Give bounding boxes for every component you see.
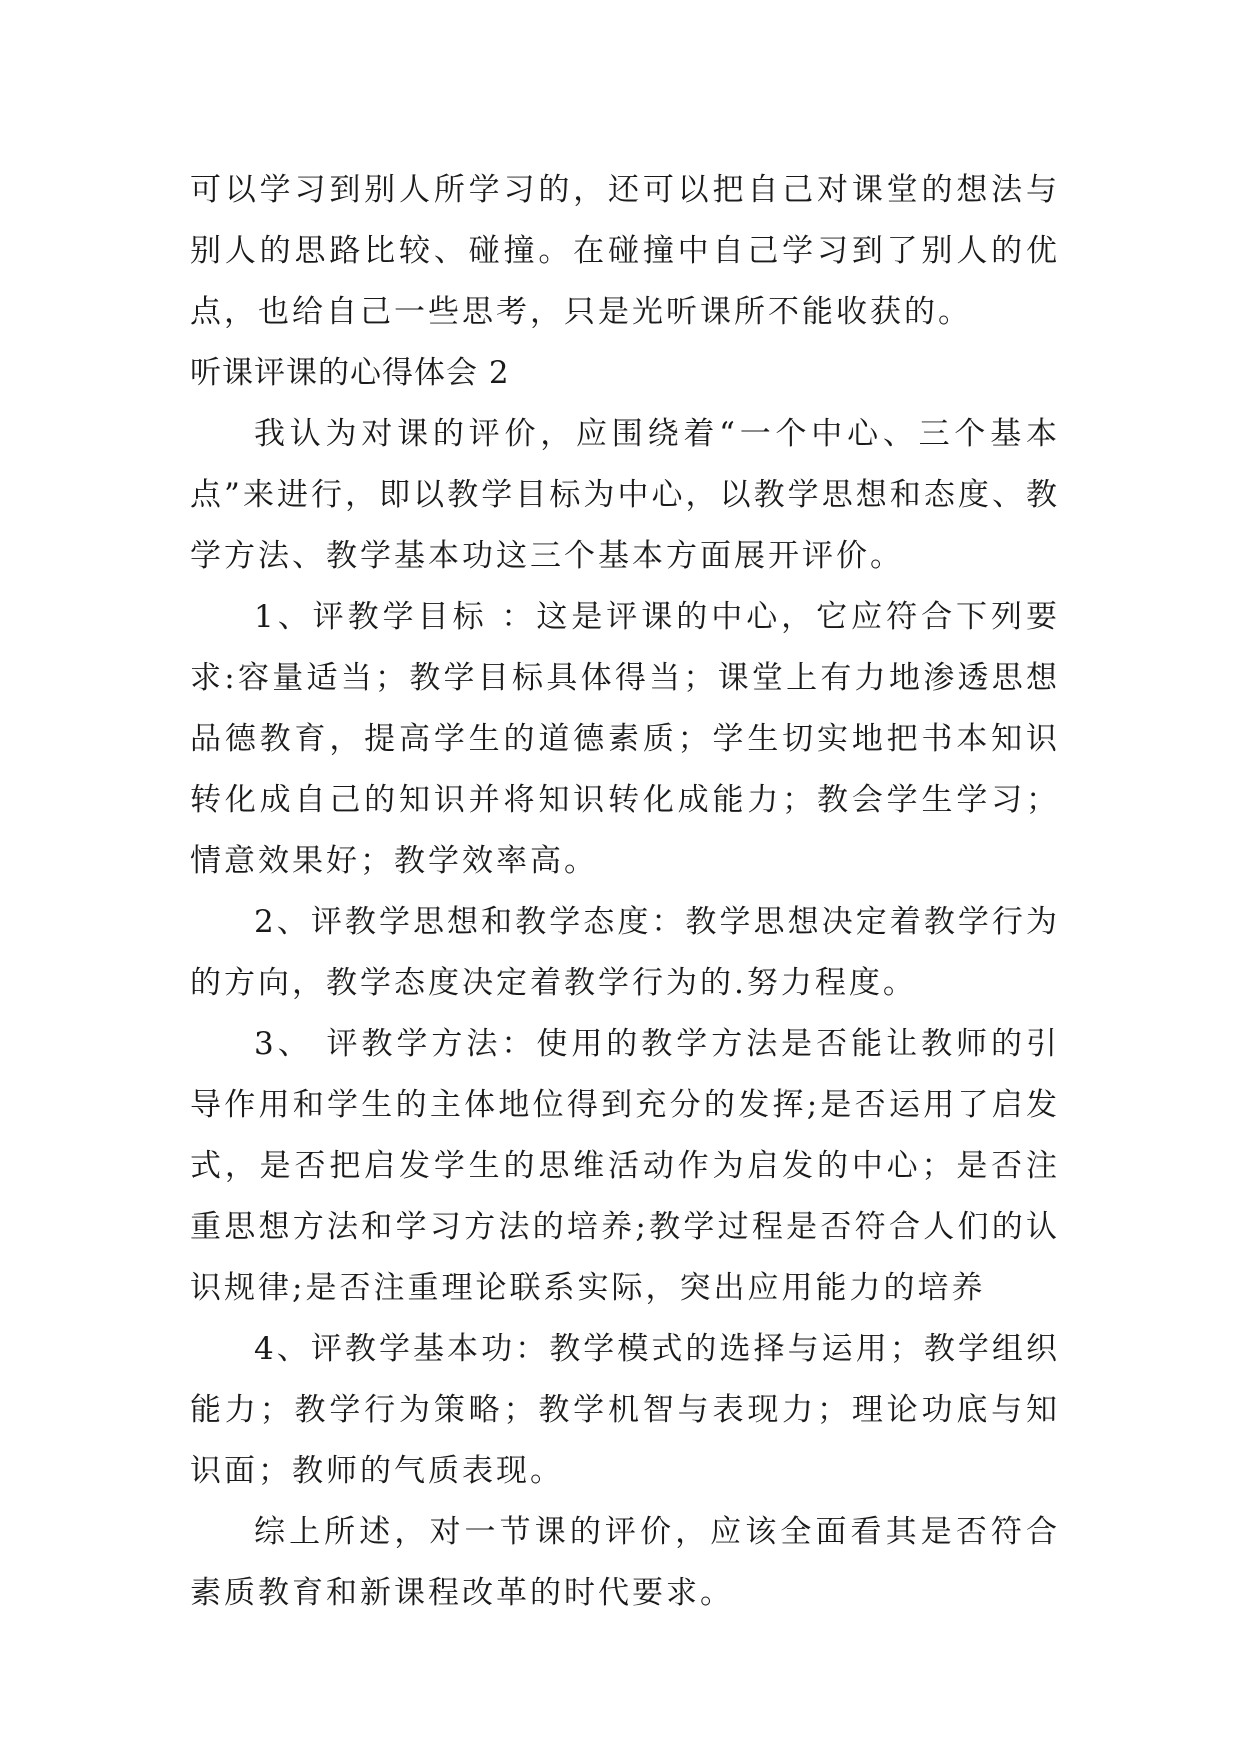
section-title: 听课评课的心得体会 2 bbox=[190, 355, 510, 391]
body-paragraph: 综上所述，对一节课的评价，应该全面看其是否符合素质教育和新课程改革的时代要求。 bbox=[190, 1514, 1060, 1611]
document-body bbox=[190, 160, 1060, 1624]
continuation-paragraph: 可以学习到别人所学习的，还可以把自己对课堂的想法与别人的思路比较、碰撞。在碰撞中自己学习到了别人的优点，也给自己一些思考，只是光听课所不能收获的。 bbox=[190, 172, 1060, 330]
body-paragraph: 1、评教学目标 ：这是评课的中心，它应符合下列要求:容量适当；教学目标具体得当；课堂上有力地渗透思想品德教育，提高学生的道德素质；学生切实地把书本知识转化成自己的知识并将知识转化成能力；教会学生学习；情意效果好；教学效率高。 bbox=[190, 599, 1060, 879]
body-paragraph: 4、评教学基本功：教学模式的选择与运用；教学组织能力；教学行为策略；教学机智与表现力；理论功底与知识面；教师的气质表现。 bbox=[190, 1331, 1060, 1489]
body-paragraph: 我认为对课的评价，应围绕着“一个中心、三个基本点”来进行，即以教学目标为中心，以教学思想和态度、教学方法、教学基本功这三个基本方面展开评价。 bbox=[190, 416, 1060, 574]
body-paragraph: 3、 评教学方法：使用的教学方法是否能让教师的引导作用和学生的主体地位得到充分的发挥;是否运用了启发式，是否把启发学生的思维活动作为启发的中心；是否注重思想方法和学习方法的培养;教学过程是否符合人们的认识规律;是否注重理论联系实际，突出应用能力的培养 bbox=[190, 1026, 1060, 1306]
body-paragraph: 2、评教学思想和教学态度：教学思想决定着教学行为的方向，教学态度决定着教学行为的.努力程度。 bbox=[190, 904, 1060, 1001]
